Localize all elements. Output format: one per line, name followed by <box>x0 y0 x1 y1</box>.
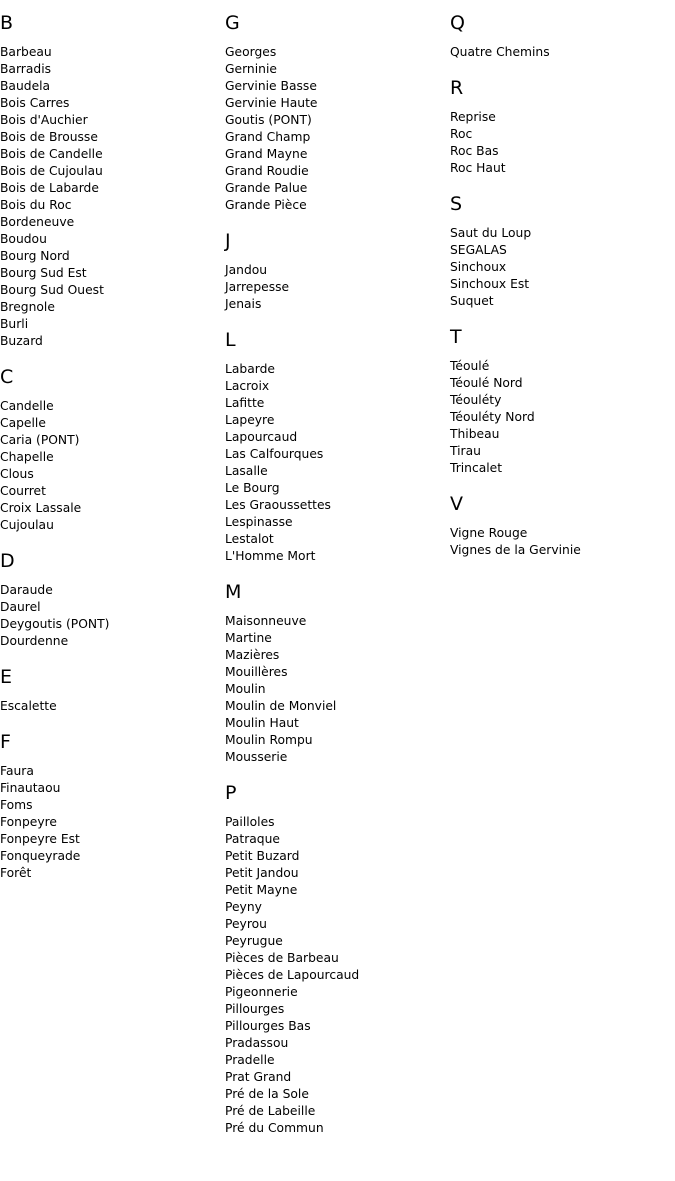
place-list <box>225 613 450 766</box>
place-link[interactable]: Pigeonnerie <box>225 985 298 999</box>
place-link[interactable]: Las Calfourques <box>225 447 324 461</box>
place-link[interactable]: Téouléty Nord <box>450 410 535 424</box>
letter-heading: L <box>225 329 236 351</box>
place-link[interactable]: Pré de la Sole <box>225 1087 309 1101</box>
place-link[interactable]: Sinchoux Est <box>450 277 530 291</box>
place-link[interactable]: Barradis <box>0 62 52 76</box>
place-link[interactable]: Bourg Sud Ouest <box>0 283 104 297</box>
place-link[interactable]: Grand Roudie <box>225 164 309 178</box>
place-link[interactable]: Fonpeyre <box>0 815 57 829</box>
place-link[interactable]: Mousserie <box>225 750 288 764</box>
place-link[interactable]: Forêt <box>0 866 32 880</box>
place-link[interactable]: Peyny <box>225 900 262 914</box>
letter-heading: V <box>450 493 463 515</box>
letter-group-s <box>450 191 675 310</box>
place-list <box>0 44 225 350</box>
place-link[interactable]: Les Graoussettes <box>225 498 331 512</box>
place-link[interactable]: Suquet <box>450 294 494 308</box>
index-column-1 <box>0 10 225 882</box>
place-link[interactable]: Labarde <box>225 362 275 376</box>
place-list <box>0 763 225 882</box>
place-link[interactable]: Téoulé <box>450 359 490 373</box>
place-link[interactable]: Petit Buzard <box>225 849 300 863</box>
letter-group-b <box>0 10 225 350</box>
place-link[interactable]: Téouléty <box>450 393 502 407</box>
place-link[interactable]: Grand Champ <box>225 130 311 144</box>
place-link[interactable]: Bois Carres <box>0 96 70 110</box>
letter-group-v <box>450 491 675 559</box>
place-link[interactable]: Pradassou <box>225 1036 289 1050</box>
letter-group-r <box>450 75 675 177</box>
place-link[interactable]: Faura <box>0 764 34 778</box>
place-link[interactable]: Peyrugue <box>225 934 283 948</box>
letter-heading: S <box>450 193 463 215</box>
letter-heading: C <box>0 366 14 388</box>
place-link[interactable]: Burli <box>0 317 29 331</box>
place-link[interactable]: Mazières <box>225 648 280 662</box>
place-link[interactable]: Capelle <box>0 416 46 430</box>
letter-heading: Q <box>450 12 465 34</box>
place-link[interactable]: Bois d'Auchier <box>0 113 88 127</box>
letter-group-e <box>0 664 225 715</box>
place-link[interactable]: Gervinie Haute <box>225 96 318 110</box>
place-link[interactable]: Roc Haut <box>450 161 506 175</box>
place-link[interactable]: Vignes de la Gervinie <box>450 543 581 557</box>
place-link[interactable]: Moulin <box>225 682 266 696</box>
place-link[interactable]: Peyrou <box>225 917 267 931</box>
place-link[interactable]: Caria (PONT) <box>0 433 80 447</box>
place-link[interactable]: Grande Palue <box>225 181 308 195</box>
place-link[interactable]: Thibeau <box>450 427 500 441</box>
letter-group-d <box>0 548 225 650</box>
place-link[interactable]: Fonpeyre Est <box>0 832 80 846</box>
place-list <box>450 109 675 177</box>
place-link[interactable]: Patraque <box>225 832 280 846</box>
letter-heading: P <box>225 782 237 804</box>
letter-group-l <box>225 327 450 565</box>
letter-heading: F <box>0 731 11 753</box>
place-list <box>225 361 450 565</box>
place-list <box>450 358 675 477</box>
index-column-3 <box>450 10 675 559</box>
letter-heading: B <box>0 12 14 34</box>
place-link[interactable]: Reprise <box>450 110 496 124</box>
place-link[interactable]: Maisonneuve <box>225 614 307 628</box>
letter-group-t <box>450 324 675 477</box>
place-list <box>225 262 450 313</box>
letter-group-m <box>225 579 450 766</box>
place-link[interactable]: Bois de Labarde <box>0 181 99 195</box>
place-link[interactable]: Lafitte <box>225 396 265 410</box>
place-link[interactable]: Bregnole <box>0 300 55 314</box>
letter-heading: M <box>225 581 242 603</box>
place-link[interactable]: Le Bourg <box>225 481 280 495</box>
place-link[interactable]: Finautaou <box>0 781 61 795</box>
place-link[interactable]: Moulin Rompu <box>225 733 313 747</box>
place-link[interactable]: Vigne Rouge <box>450 526 528 540</box>
letter-group-g <box>225 10 450 214</box>
place-link[interactable]: Bois de Cujoulau <box>0 164 103 178</box>
place-link[interactable]: Lasalle <box>225 464 268 478</box>
place-link[interactable]: Escalette <box>0 699 57 713</box>
place-link[interactable]: Lespinasse <box>225 515 293 529</box>
place-link[interactable]: Pillourges Bas <box>225 1019 311 1033</box>
place-link[interactable]: L'Homme Mort <box>225 549 316 563</box>
place-list <box>0 398 225 534</box>
place-list <box>225 814 450 1137</box>
place-link[interactable]: Roc <box>450 127 473 141</box>
place-list <box>450 44 675 61</box>
place-list <box>450 225 675 310</box>
place-link[interactable]: Boudou <box>0 232 47 246</box>
place-link[interactable]: Barbeau <box>0 45 52 59</box>
place-link[interactable]: Goutis (PONT) <box>225 113 312 127</box>
place-link[interactable]: Petit Mayne <box>225 883 298 897</box>
place-link[interactable]: SEGALAS <box>450 243 507 257</box>
place-link[interactable]: Lapeyre <box>225 413 275 427</box>
place-link[interactable]: Fonqueyrade <box>0 849 81 863</box>
place-link[interactable]: Tirau <box>450 444 481 458</box>
place-link[interactable]: Cujoulau <box>0 518 54 532</box>
letter-heading: R <box>450 77 464 99</box>
place-link[interactable]: Quatre Chemins <box>450 45 550 59</box>
place-link[interactable]: Jarrepesse <box>225 280 290 294</box>
place-link[interactable]: Petit Jandou <box>225 866 299 880</box>
place-link[interactable]: Bois de Candelle <box>0 147 103 161</box>
place-list <box>450 525 675 559</box>
place-link[interactable]: Bois du Roc <box>0 198 72 212</box>
place-link[interactable]: Georges <box>225 45 277 59</box>
letter-heading: J <box>225 230 231 252</box>
place-link[interactable]: Bordeneuve <box>0 215 75 229</box>
place-link[interactable]: Courret <box>0 484 46 498</box>
place-link[interactable]: Pièces de Barbeau <box>225 951 339 965</box>
letter-heading: T <box>450 326 462 348</box>
place-link[interactable]: Gerninie <box>225 62 277 76</box>
place-link[interactable]: Foms <box>0 798 33 812</box>
place-link[interactable]: Lapourcaud <box>225 430 298 444</box>
place-link[interactable]: Jenais <box>225 297 262 311</box>
letter-heading: G <box>225 12 240 34</box>
place-link[interactable]: Martine <box>225 631 272 645</box>
letter-heading: D <box>0 550 15 572</box>
place-link[interactable]: Pillourges <box>225 1002 285 1016</box>
place-link[interactable]: Saut du Loup <box>450 226 532 240</box>
place-link[interactable]: Jandou <box>225 263 268 277</box>
place-link[interactable]: Lestalot <box>225 532 274 546</box>
place-link[interactable]: Pré de Labeille <box>225 1104 316 1118</box>
place-link[interactable]: Chapelle <box>0 450 54 464</box>
place-link[interactable]: Trincalet <box>450 461 503 475</box>
place-link[interactable]: Deygoutis (PONT) <box>0 617 110 631</box>
place-link[interactable]: Bourg Sud Est <box>0 266 87 280</box>
place-link[interactable]: Grande Pièce <box>225 198 307 212</box>
place-list <box>225 44 450 214</box>
place-link[interactable]: Daurel <box>0 600 41 614</box>
place-link[interactable]: Dourdenne <box>0 634 69 648</box>
place-link[interactable]: Bourg Nord <box>0 249 70 263</box>
place-link[interactable]: Candelle <box>0 399 54 413</box>
place-link[interactable]: Pièces de Lapourcaud <box>225 968 360 982</box>
place-link[interactable]: Téoulé Nord <box>450 376 523 390</box>
place-link[interactable]: Moulin de Monviel <box>225 699 337 713</box>
letter-heading: E <box>0 666 13 688</box>
place-link[interactable]: Baudela <box>0 79 51 93</box>
place-list <box>0 582 225 650</box>
place-link[interactable]: Grand Mayne <box>225 147 308 161</box>
letter-group-q <box>450 10 675 61</box>
place-link[interactable]: Croix Lassale <box>0 501 82 515</box>
letter-group-p <box>225 780 450 1137</box>
place-link[interactable]: Roc Bas <box>450 144 499 158</box>
index-column-2 <box>225 10 450 1137</box>
letter-group-f <box>0 729 225 882</box>
place-list <box>0 698 225 715</box>
place-link[interactable]: Pradelle <box>225 1053 275 1067</box>
place-link[interactable]: Lacroix <box>225 379 270 393</box>
place-link[interactable]: Prat Grand <box>225 1070 292 1084</box>
place-link[interactable]: Mouillères <box>225 665 288 679</box>
letter-group-j <box>225 228 450 313</box>
letter-group-c <box>0 364 225 534</box>
place-link[interactable]: Clous <box>0 467 34 481</box>
place-link[interactable]: Pré du Commun <box>225 1121 324 1135</box>
place-link[interactable]: Pailloles <box>225 815 275 829</box>
place-link[interactable]: Bois de Brousse <box>0 130 98 144</box>
place-link[interactable]: Sinchoux <box>450 260 507 274</box>
place-link[interactable]: Buzard <box>0 334 43 348</box>
place-link[interactable]: Moulin Haut <box>225 716 299 730</box>
place-link[interactable]: Gervinie Basse <box>225 79 317 93</box>
place-link[interactable]: Daraude <box>0 583 53 597</box>
